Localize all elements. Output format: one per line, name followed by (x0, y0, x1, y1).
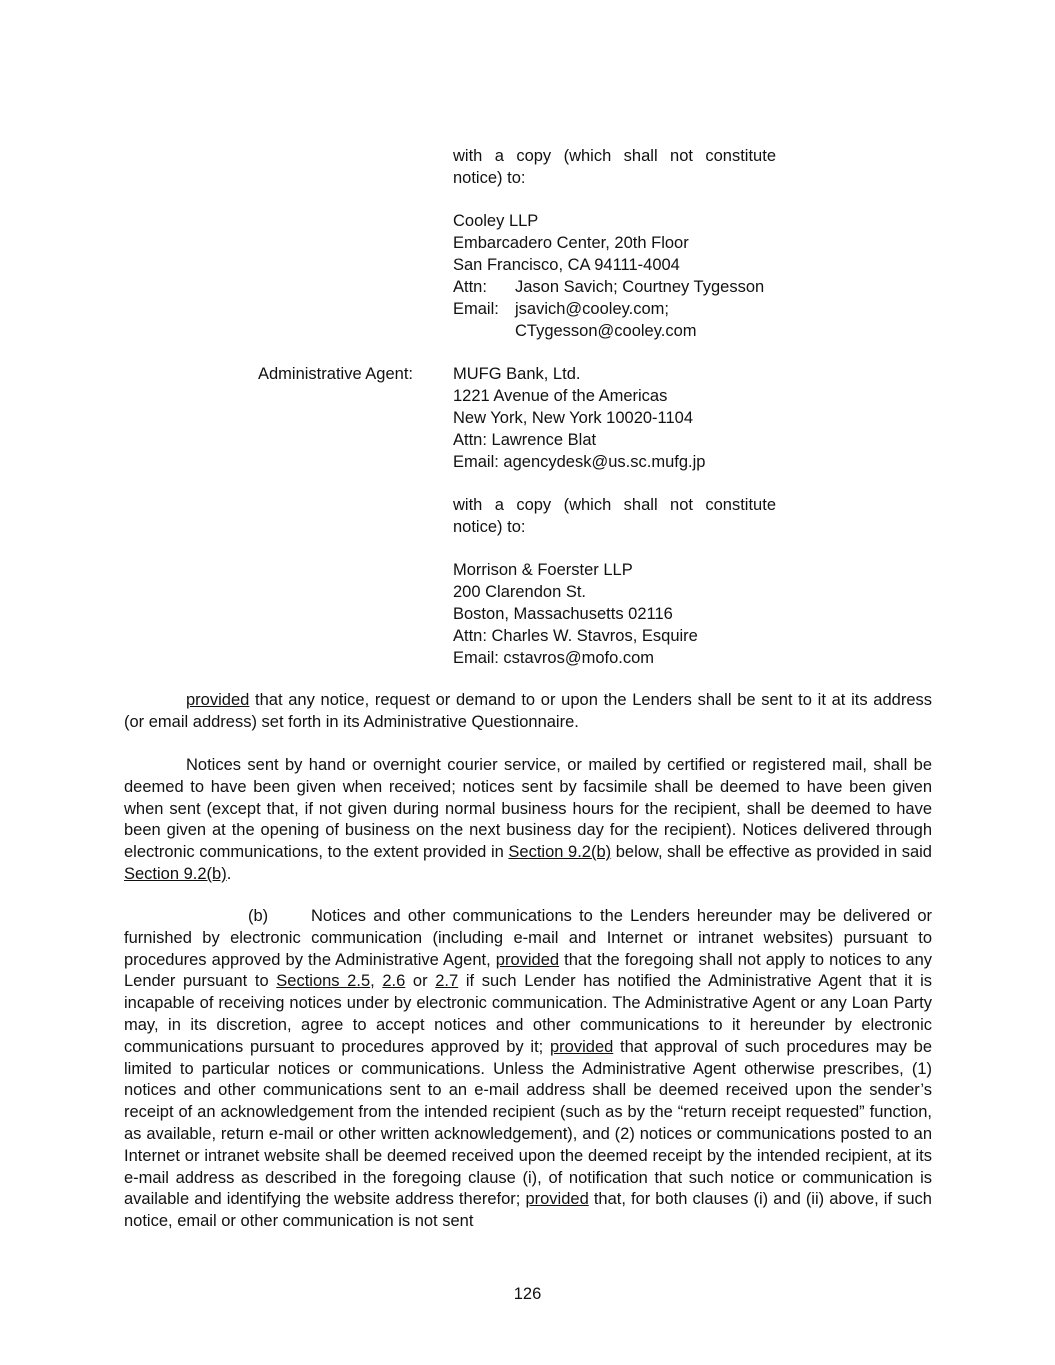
provided-underline: provided (550, 1037, 614, 1056)
agent-copy-intro-line2: notice) to: (453, 518, 526, 536)
notices-paragraph (124, 755, 932, 886)
borrower-copy-address2: San Francisco, CA 94111-4004 (453, 256, 680, 274)
agent-copy-intro-line1: with a copy (which shall not constitute (453, 496, 776, 514)
agent-copy-address1: 200 Clarendon St. (453, 583, 587, 601)
page-number: 126 (513, 1285, 542, 1303)
borrower-copy-address1: Embarcadero Center, 20th Floor (453, 234, 689, 252)
clause-b-text4: or (405, 972, 436, 991)
notices-text1: Notices sent by hand or overnight courier service, or mailed by certified or registered mail, shall be deemed to have been given when received; notices sent by facsimile shall be deemed to have been given when sent (except that, if not given during normal business hours for the recipient, shall be deemed to have been given at the opening of business on the next business day for the recipient). Notices delivered through electronic communications, to the extent provided in (124, 756, 932, 862)
agent-copy-address2: Boston, Massachusetts 02116 (453, 605, 673, 623)
section-ref-link[interactable]: 2.6 (382, 972, 406, 991)
borrower-copy-intro-line1: with a copy (which shall not constitute (453, 147, 776, 165)
clause-b-text5: if such Lender has notified the Administrative Agent that it is incapable of receiving notices under by electronic communication. The Administrative Agent or any Loan Party may, in its discretion, agree to accept notices and other communications to it hereunder by electronic communications pursuant to procedures approved by it; (124, 972, 933, 1056)
admin-agent-address2: New York, New York 10020-1104 (453, 409, 694, 427)
clause-b-label: (b) (248, 907, 269, 925)
agent-copy-name: Morrison & Foerster LLP (453, 561, 633, 579)
clause-b-text7: that, for both clauses (i) and (ii) above, if such notice, email or other communication is not sent (124, 1190, 932, 1231)
section-ref-link[interactable]: Section 9.2(b) (124, 864, 227, 883)
admin-agent-address1: 1221 Avenue of the Americas (453, 387, 668, 405)
notices-text3: . (226, 864, 232, 883)
admin-agent-email: Email: agencydesk@us.sc.mufg.jp (453, 453, 706, 471)
clause-b-text6: that approval of such procedures may be limited to particular notices or communications. Unless the Administrative Agent otherwise prescribes, (1) notices and other communications sent to an e-mail address shall be deemed received upon the sender’s receipt of an acknowledgement from the intended recipient (such as by the “return receipt requested” function, as available, return e-mail or other written acknowledgement), and (2) notices or communications posted to an Internet or intranet website shall be deemed received upon the deemed receipt by the intended recipient, at its e-mail address as described in the foregoing clause (i), of notification that such notice or communication is available and identifying the website address therefor; (124, 1037, 932, 1209)
borrower-copy-attn-label: Attn: (453, 278, 487, 296)
borrower-copy-email (453, 298, 669, 320)
borrower-copy-attn (453, 276, 764, 298)
clause-b-text2: that the foregoing shall not apply to notices to any Lender pursuant to (124, 950, 932, 991)
provided-text: that any notice, request or demand to or upon the Lenders shall be sent to it at its address (or email address) set forth in its Administrative Questionnaire. (124, 691, 932, 731)
notices-text2: below, shall be effective as provided in said (611, 843, 932, 862)
admin-agent-name: MUFG Bank, Ltd. (453, 365, 581, 383)
borrower-copy-email-label: Email: (453, 300, 499, 318)
clause-b-text1: Notices and other communications to the Lenders hereunder may be delivered or furnished by electronic communication (including e-mail and Internet or intranet websites) pursuant to procedures approved by the Administrative Agent, (124, 907, 932, 969)
provided-paragraph (124, 690, 932, 734)
provided-underline: provided (495, 950, 560, 969)
agent-copy-attn: Attn: Charles W. Stavros, Esquire (453, 627, 698, 645)
admin-agent-attn: Attn: Lawrence Blat (453, 431, 597, 449)
borrower-copy-name: Cooley LLP (453, 212, 539, 230)
admin-agent-label: Administrative Agent: (258, 365, 413, 383)
clause-b-paragraph (124, 906, 932, 1233)
clause-b-text3: , (370, 972, 383, 991)
provided-underline: provided (186, 691, 250, 709)
agent-copy-email: Email: cstavros@mofo.com (453, 649, 655, 667)
borrower-copy-attn-value: Jason Savich; Courtney Tygesson (515, 278, 765, 296)
borrower-copy-intro-line2: notice) to: (453, 169, 526, 187)
section-ref-link[interactable]: 2.7 (435, 972, 459, 991)
section-ref-link[interactable]: Sections 2.5 (276, 972, 371, 991)
section-ref-link[interactable]: Section 9.2(b) (508, 843, 612, 862)
borrower-copy-email-value2: CTygesson@cooley.com (515, 322, 697, 340)
provided-underline: provided (525, 1190, 589, 1209)
borrower-copy-email-value1: jsavich@cooley.com; (515, 300, 669, 318)
